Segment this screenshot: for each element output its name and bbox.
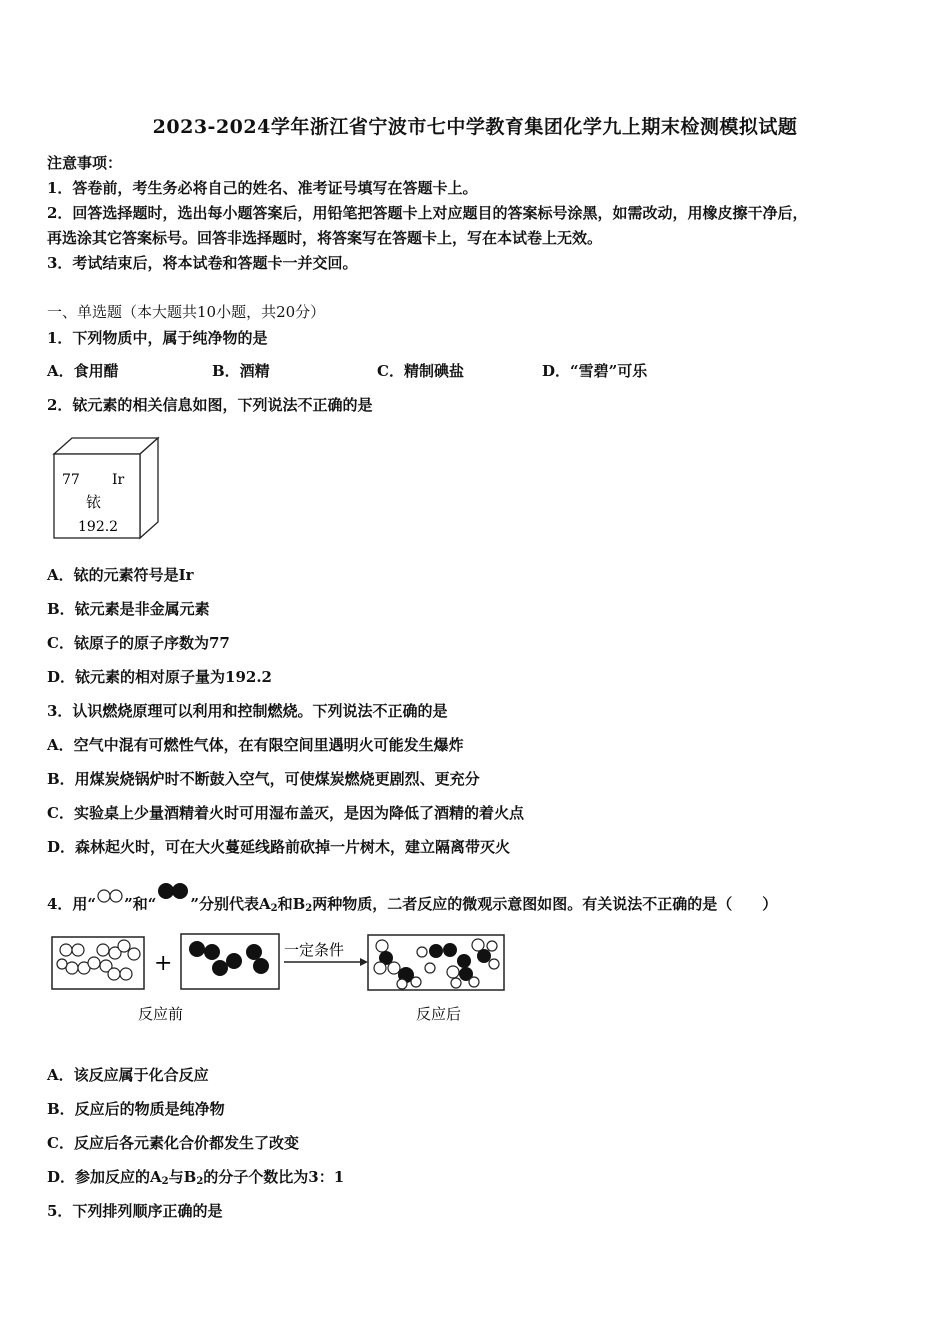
q4-option-c: C．反应后各元素化合价都发生了改变	[47, 1134, 299, 1152]
q4-stem-part: ”和“	[124, 895, 157, 913]
reaction-condition: 一定条件	[284, 941, 345, 959]
q3-option-b: B．用煤炭烧锅炉时不断鼓入空气，可使煤炭燃烧更剧烈、更充分	[47, 770, 480, 788]
q4-stem-part: 4．用“	[47, 895, 97, 913]
q4-option-d-part: D．参加反应的A	[47, 1168, 162, 1186]
notice-item: 3．考试结束后，将本试卷和答题卡一并交回。	[47, 254, 358, 272]
question-4-stem	[47, 881, 777, 914]
q4-option-d-part: 与B	[168, 1168, 197, 1186]
question-5-stem: 5．下列排列顺序正确的是	[47, 1202, 223, 1220]
q3-option-c: C．实验桌上少量酒精着火时可用湿布盖灭，是因为降低了酒精的着火点	[47, 804, 524, 822]
label-after: 反应后	[416, 1005, 462, 1023]
q3-option-d: D．森林起火时，可在大火蔓延线路前砍掉一片树木，建立隔离带灭火	[47, 838, 511, 856]
element-card-side-face	[140, 438, 158, 538]
q4-option-d-subscript: 2	[161, 1176, 169, 1187]
q4-stem-part: ”分别代表A	[190, 895, 271, 913]
q4-option-a: A．该反应属于化合反应	[47, 1066, 209, 1084]
label-before: 反应前	[138, 1005, 184, 1023]
notice-item: 1．答卷前，考生务必将自己的姓名、准考证号填写在答题卡上。	[47, 179, 478, 197]
page-title: 2023-2024学年浙江省宁波市七中学教育集团化学九上期末检测模拟试题	[152, 116, 798, 138]
a2-molecule-icon	[96, 887, 124, 905]
q1-option-b: B．酒精	[212, 362, 270, 380]
q4-option-d-subscript: 2	[196, 1176, 204, 1187]
element-name: 铱	[86, 493, 102, 511]
q1-option-a: A．食用醋	[47, 362, 119, 380]
notice-heading: 注意事项：	[47, 154, 123, 172]
reaction-arrow-head	[360, 958, 368, 966]
q4-option-d-part: 的分子个数比为3：1	[203, 1168, 345, 1186]
q2-option-a: A．铱的元素符号是Ir	[47, 566, 194, 584]
question-2-stem: 2．铱元素的相关信息如图，下列说法不正确的是	[47, 396, 373, 414]
b2-molecule-icon	[156, 881, 190, 901]
q1-option-d: D．“雪碧”可乐	[542, 362, 648, 380]
q4-stem-part: 两种物质，二者反应的微观示意图如图。有关说法不正确的是（ ）	[312, 895, 778, 913]
q4-option-b: B．反应后的物质是纯净物	[47, 1100, 225, 1118]
q4-stem-part: 和B	[277, 895, 306, 913]
element-card-figure	[50, 436, 162, 540]
q2-option-b: B．铱元素是非金属元素	[47, 600, 210, 618]
q2-option-c: C．铱原子的原子序数为77	[47, 634, 230, 652]
question-3-stem: 3．认识燃烧原理可以利用和控制燃烧。下列说法不正确的是	[47, 702, 448, 720]
section-heading: 一、单选题（本大题共10小题，共20分）	[47, 303, 326, 321]
q2-option-d: D．铱元素的相对原子量为192.2	[47, 668, 272, 686]
reaction-diagram	[48, 928, 510, 1028]
element-number: 77	[62, 472, 80, 488]
element-mass: 192.2	[78, 519, 119, 535]
question-1-stem: 1．下列物质中，属于纯净物的是	[47, 329, 268, 347]
q3-option-a: A．空气中混有可燃性气体，在有限空间里遇明火可能发生爆炸	[47, 736, 464, 754]
q1-option-c: C．精制碘盐	[377, 362, 464, 380]
notice-item: 再选涂其它答案标号。回答非选择题时，将答案写在答题卡上，写在本试卷上无效。	[47, 229, 603, 247]
q4-stem-subscript: 2	[305, 903, 313, 914]
notice-item: 2．回答选择题时，选出每小题答案后，用铅笔把答题卡上对应题目的答案标号涂黑，如需改动，用橡皮擦干净后，	[47, 204, 808, 222]
plus-sign: +	[154, 951, 173, 976]
element-symbol: Ir	[112, 472, 125, 488]
q4-stem-subscript: 2	[270, 903, 278, 914]
q4-option-d	[47, 1166, 344, 1187]
